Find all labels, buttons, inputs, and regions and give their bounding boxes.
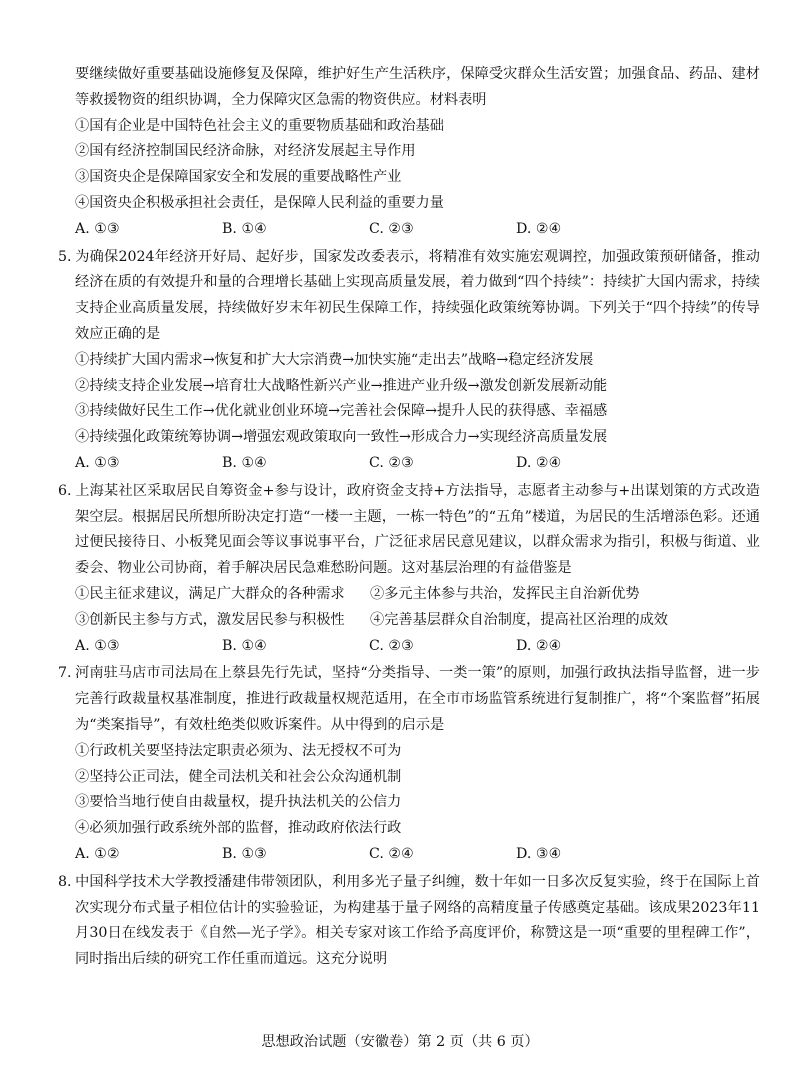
q7-choices	[58, 842, 760, 868]
q5-option-2: ②持续支持企业发展→培育壮大战略性新兴产业→推进产业升级→激发创新发展新动能	[75, 377, 608, 394]
q5-option-4: ④持续强化政策统筹协调→增强宏观政策取向一致性→形成合力→实现经济高质量发展	[75, 429, 608, 446]
q4-choice-b: B. ①④	[222, 220, 267, 237]
q5-choice-d: D. ②④	[516, 454, 562, 471]
q7-stem	[58, 661, 760, 738]
q4-choice-d: D. ②④	[516, 220, 562, 237]
q5-choice-a: A. ①③	[75, 454, 120, 471]
q4-stem-continuation: 要继续做好重要基础设施修复及保障，维护好生产生活秩序，保障受灾群众生活安置；加强食品、药品、建材等救援物资的组织协调，全力保障灾区急需的物资供应。材料表明	[75, 66, 760, 108]
q4-option-3: ③国资央企是保障国家安全和发展的重要战略性产业	[75, 169, 402, 186]
q4-choice-a: A. ①③	[75, 220, 120, 237]
q7-choice-d: D. ③④	[516, 845, 562, 862]
q7-choice-a: A. ①②	[75, 845, 120, 862]
q6-choices	[58, 634, 760, 660]
q6-options-row-2	[58, 608, 760, 634]
q4-option-1: ①国有企业是中国特色社会主义的重要物质基础和政治基础	[75, 117, 444, 134]
q6-choice-c: C. ②③	[369, 637, 414, 654]
q5-choices	[58, 451, 760, 477]
q7-number: 7.	[58, 665, 72, 682]
q7-option-4: ④必须加强行政系统外部的监督，推动政府依法行政	[75, 820, 402, 837]
q5-stem	[58, 245, 760, 348]
q8-number: 8.	[58, 873, 72, 890]
q6-stem	[58, 479, 760, 582]
q7-option-2: ②坚持公正司法，健全司法机关和社会公众沟通机制	[75, 768, 402, 785]
q6-choice-b: B. ①④	[222, 637, 267, 654]
q5-choice-b: B. ①④	[222, 454, 267, 471]
q5-number: 5.	[58, 248, 72, 265]
q6-option-4: ④完善基层群众自治制度，提高社区治理的成效	[370, 611, 668, 628]
q5-choice-c: C. ②③	[369, 454, 414, 471]
q6-options-row-1	[58, 582, 760, 608]
q5-option-3: ③持续做好民生工作→优化就业创业环境→完善社会保障→提升人民的获得感、幸福感	[75, 403, 608, 420]
q8-stem	[58, 870, 760, 973]
q7-option-1: ①行政机关要坚持法定职责必须为、法无授权不可为	[75, 742, 402, 759]
q4-option-4: ④国资央企积极承担社会责任，是保障人民利益的重要力量	[75, 194, 444, 211]
page-footer: 思想政治试题（安徽卷）第 2 页（共 6 页）	[261, 1034, 539, 1050]
q6-number: 6.	[58, 482, 72, 499]
q4-choice-c: C. ②③	[369, 220, 414, 237]
q4-choices	[58, 217, 760, 243]
q8-stem-text: 中国科学技术大学教授潘建伟带领团队，利用多光子量子纠缠，数十年如一日多次反复实验，终于在国际上首次实现分布式量子相位估计的实验验证，为构建基于量子网络的高精度量子传感奠定基础。该成果2023年11月30日在线发表于《自然—光子学》。相关专家对该工作给予高度评价，称赞这是一项“重要的里程碑工作”，同时指出后续的研究工作任重而道远。这充分说明	[75, 873, 760, 968]
q5-option-1: ①持续扩大国内需求→恢复和扩大大宗消费→加快实施“走出去”战略→稳定经济发展	[75, 351, 594, 368]
q6-option-3: ③创新民主参与方式，激发居民参与积极性	[75, 611, 345, 628]
q6-choice-a: A. ①③	[75, 637, 120, 654]
q4-option-2: ②国有经济控制国民经济命脉，对经济发展起主导作用	[75, 143, 416, 160]
q5-stem-text: 为确保2024年经济开好局、起好步，国家发改委表示，将精准有效实施宏观调控，加强政策预研储备，推动经济在质的有效提升和量的合理增长基础上实现高质量发展，着力做到“四个持续”：持续扩大国内需求，持续支持企业高质量发展，持续做好岁末年初民生保障工作，持续强化政策统筹协调。下列关于“四个持续”的传导效应正确的是	[75, 248, 760, 342]
q6-option-1: ①民主征求建议，满足广大群众的各种需求	[75, 585, 345, 602]
q7-stem-text: 河南驻马店市司法局在上蔡县先行先试，坚持“分类指导、一类一策”的原则，加强行政执法指导监督，进一步完善行政裁量权基准制度，推进行政裁量权规范适用，在全市市场监管系统进行复制推广，将“个案监督”拓展为“类案指导”，有效杜绝类似败诉案件。从中得到的启示是	[75, 665, 760, 733]
q7-choice-b: B. ①③	[222, 845, 267, 862]
q7-choice-c: C. ②④	[369, 845, 414, 862]
q7-option-3: ③要恰当地行使自由裁量权，提升执法机关的公信力	[75, 794, 402, 811]
q6-choice-d: D. ②④	[516, 637, 562, 654]
q6-option-2: ②多元主体参与共治，发挥民主自治新优势	[370, 585, 640, 602]
q6-stem-text: 上海某社区采取居民自筹资金+参与设计，政府资金支持+方法指导，志愿者主动参与+出谋划策的方式改造架空层。根据居民所想所盼决定打造“一楼一主题，一栋一特色”的“五角”楼道，为居民的生活增添色彩。还通过便民接待日、小板凳见面会等议事说事平台，广泛征求居民意见建议，以群众需求为指引，积极与街道、业委会、物业公司协商，着手解决居民急难愁盼问题。这对基层治理的有益借鉴是	[75, 482, 760, 577]
